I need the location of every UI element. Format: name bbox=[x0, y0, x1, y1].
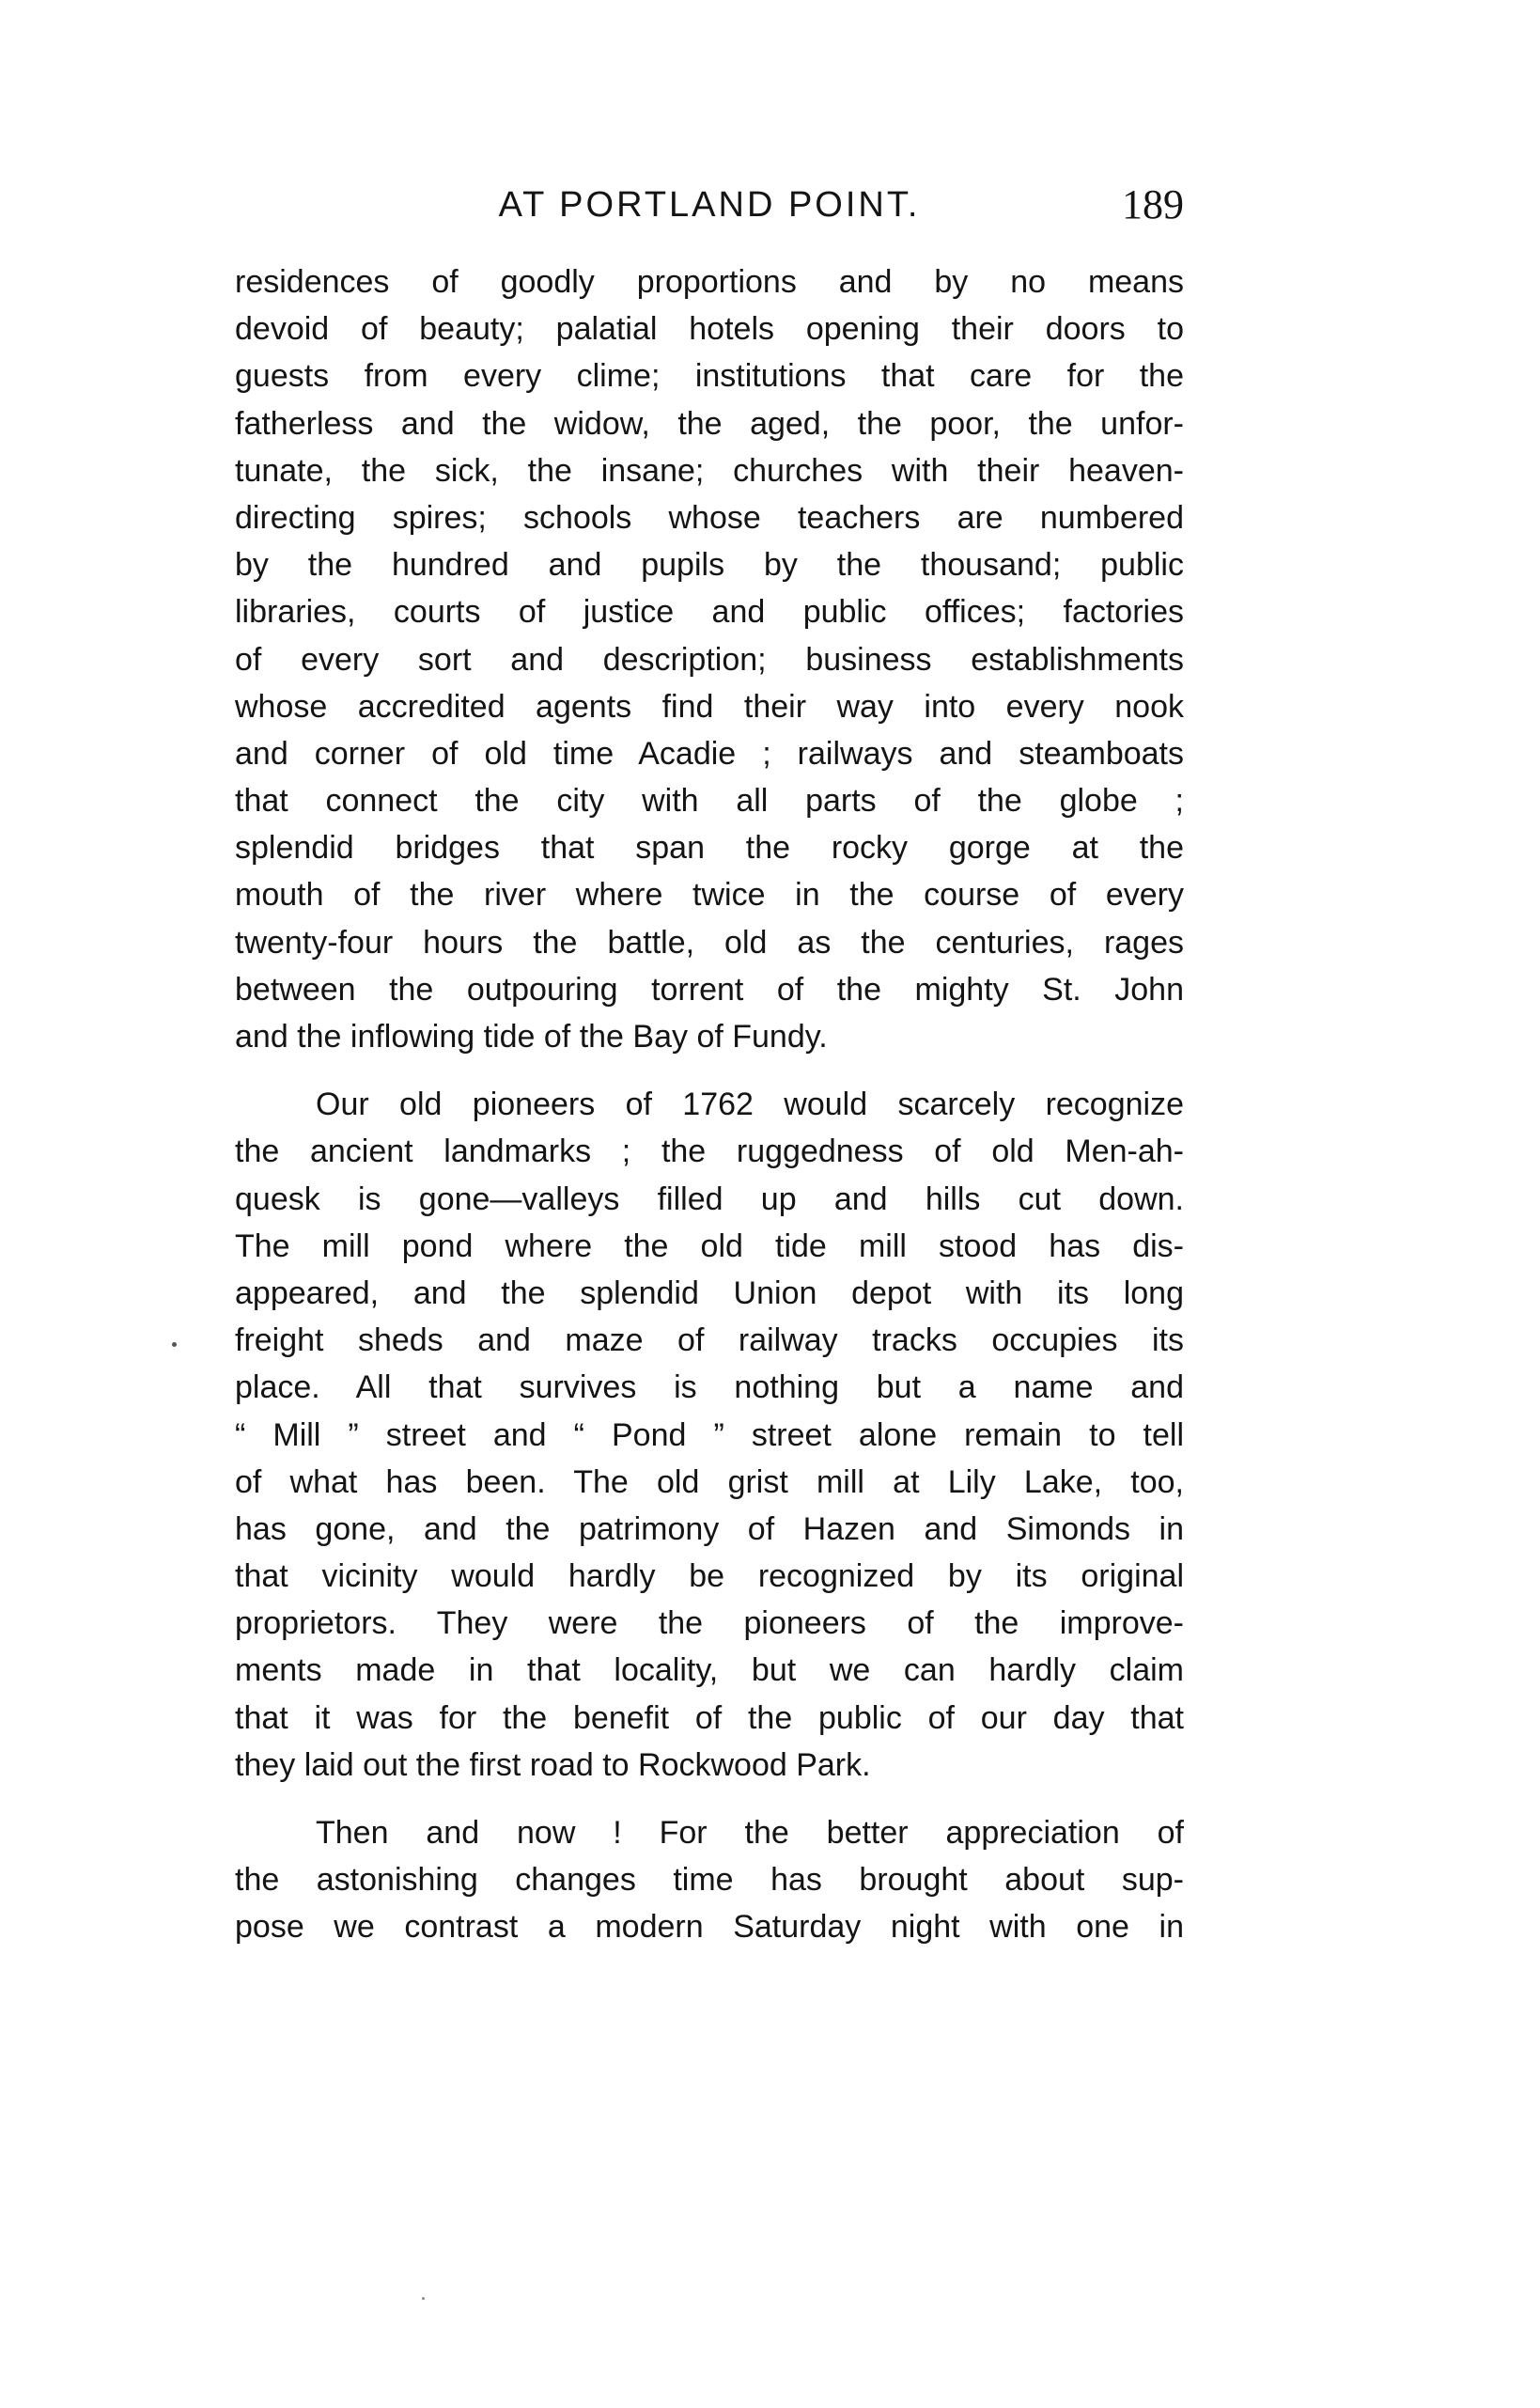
paragraph-gap bbox=[235, 1789, 1184, 1809]
text-line: fatherless and the widow, the aged, the poor, the unfor- bbox=[235, 405, 1184, 442]
text-line: Our old pioneers of 1762 would scarcely recognize bbox=[316, 1087, 1184, 1123]
text-line: freight sheds and maze of railway tracks occupies its bbox=[235, 1322, 1184, 1359]
text-line: residences of goodly proportions and by no means bbox=[235, 264, 1184, 300]
paragraph-2 bbox=[235, 1081, 1184, 1789]
margin-speck bbox=[172, 1342, 177, 1347]
text-line: by the hundred and pupils by the thousand; public bbox=[235, 547, 1184, 584]
text-line: whose accredited agents find their way into every nook bbox=[235, 688, 1184, 725]
text-line: proprietors. They were the pioneers of the improve- bbox=[235, 1605, 1184, 1642]
page-number: 189 bbox=[1122, 181, 1184, 227]
text-line: mouth of the river where twice in the course of every bbox=[235, 877, 1184, 914]
text-line: libraries, courts of justice and public offices; factories bbox=[235, 594, 1184, 631]
text-line: ments made in that locality, but we can hardly claim bbox=[235, 1652, 1184, 1689]
text-line: guests from every clime; institutions that care for the bbox=[235, 358, 1184, 395]
text-line: devoid of beauty; palatial hotels opening their doors to bbox=[235, 311, 1184, 348]
text-line: the ancient landmarks ; the ruggedness of old Men-ah- bbox=[235, 1134, 1184, 1170]
text-line: tunate, the sick, the insane; churches with their heaven- bbox=[235, 452, 1184, 489]
text-line: quesk is gone—valleys filled up and hills cut down. bbox=[235, 1181, 1184, 1217]
paragraph-1 bbox=[235, 258, 1184, 1060]
text-line: “ Mill ” street and “ Pond ” street alone remain to tell bbox=[235, 1416, 1184, 1453]
text-line: and corner of old time Acadie ; railways and steamboats bbox=[235, 735, 1184, 772]
text-line: splendid bridges that span the rocky gorge at the bbox=[235, 830, 1184, 867]
text-line: Then and now ! For the better appreciation of bbox=[316, 1815, 1184, 1851]
paragraph-gap bbox=[235, 1060, 1184, 1081]
text-line: appeared, and the splendid Union depot with its long bbox=[235, 1274, 1184, 1311]
text-line: that vicinity would hardly be recognized by its original bbox=[235, 1558, 1184, 1595]
text-line: directing spires; schools whose teachers are numbered bbox=[235, 499, 1184, 536]
text-line: twenty-four hours the battle, old as the centuries, rages bbox=[235, 924, 1184, 961]
text-line: the astonishing changes time has brought about sup- bbox=[235, 1862, 1184, 1899]
text-line: between the outpouring torrent of the mighty St. John bbox=[235, 971, 1184, 1008]
text-line: has gone, and the patrimony of Hazen and Simonds in bbox=[235, 1510, 1184, 1547]
text-line: of what has been. The old grist mill at Lily Lake, too, bbox=[235, 1463, 1184, 1500]
text-line: The mill pond where the old tide mill stood has dis- bbox=[235, 1227, 1184, 1264]
text-line: of every sort and description; business establishments bbox=[235, 641, 1184, 678]
text-line: place. All that survives is nothing but a name and bbox=[235, 1369, 1184, 1406]
text-line: pose we contrast a modern Saturday night with one in bbox=[235, 1909, 1184, 1946]
text-line: they laid out the first road to Rockwood Park. bbox=[235, 1746, 871, 1783]
running-head bbox=[235, 177, 1184, 233]
text-line: that connect the city with all parts of the globe ; bbox=[235, 783, 1184, 820]
bottom-speck bbox=[422, 2297, 425, 2300]
text-line: that it was for the benefit of the public of our day that bbox=[235, 1699, 1184, 1736]
running-title: AT PORTLAND POINT. bbox=[498, 185, 921, 225]
text-line: and the inflowing tide of the Bay of Fundy. bbox=[235, 1019, 828, 1055]
paragraph-3 bbox=[235, 1809, 1184, 1951]
body-text bbox=[235, 258, 1184, 1951]
